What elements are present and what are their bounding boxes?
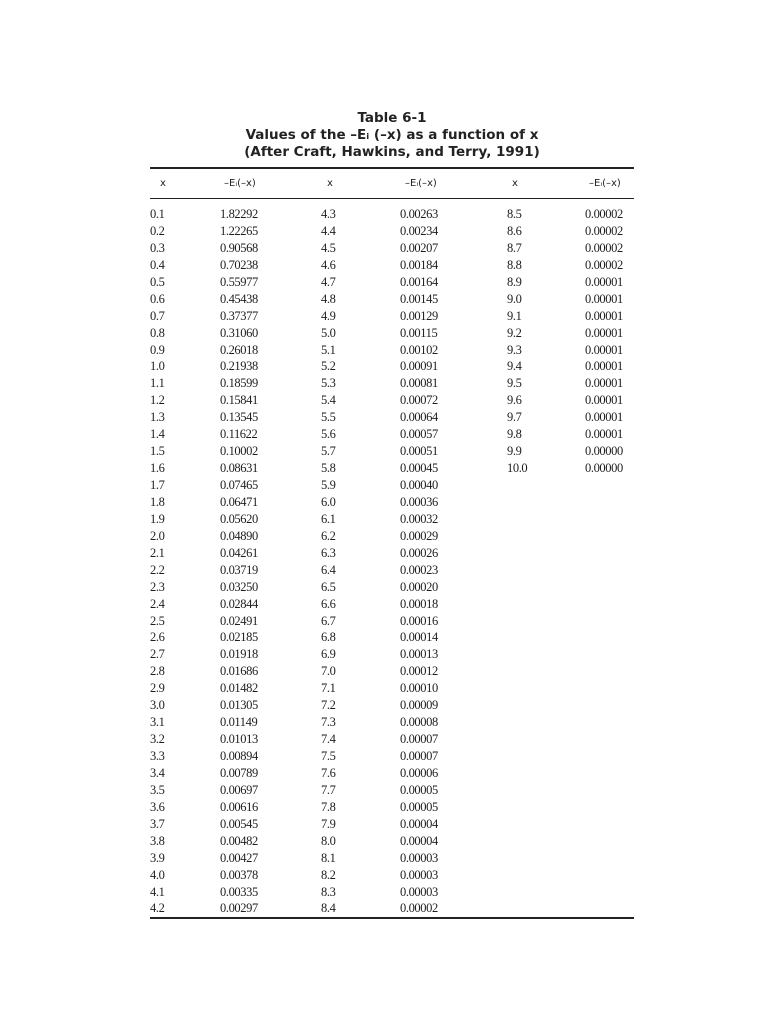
x-cell: 3.5: [150, 782, 165, 797]
x-cell: 2.1: [150, 545, 165, 560]
ei-value-cell: 0.08631: [220, 461, 258, 476]
ei-value-cell: 0.00000: [585, 444, 623, 459]
ei-value-cell: 0.00234: [400, 223, 438, 238]
ei-value-cell: 0.00004: [400, 816, 438, 831]
x-cell: 6.3: [321, 545, 336, 560]
x-cell: 9.8: [507, 427, 522, 442]
ei-value-cell: 0.00008: [400, 715, 438, 730]
x-cell: 3.8: [150, 833, 165, 848]
ei-value-cell: 0.00789: [220, 765, 258, 780]
x-cell: 5.1: [321, 342, 336, 357]
x-cell: 2.2: [150, 562, 165, 577]
ei-value-cell: 0.02844: [220, 596, 258, 611]
x-cell: 2.3: [150, 579, 165, 594]
ei-value-cell: 0.00297: [220, 901, 258, 916]
x-cell: 7.5: [321, 749, 336, 763]
ei-value-cell: 0.00032: [400, 511, 438, 526]
ei-value-cell: 0.00002: [400, 901, 438, 916]
ei-value-cell: 0.00010: [400, 681, 438, 696]
ei-value-cell: 0.11622: [220, 427, 258, 442]
ei-value-cell: 1.22265: [220, 223, 258, 238]
x-cell: 6.6: [321, 596, 336, 611]
ei-value-cell: 0.03250: [220, 579, 258, 594]
ei-value-cell: 0.00378: [220, 867, 258, 882]
column-ei-3: [585, 206, 623, 477]
x-cell: 2.0: [150, 528, 165, 543]
ei-value-cell: 0.04890: [220, 528, 258, 543]
x-cell: 0.8: [150, 325, 165, 340]
x-cell: 8.2: [321, 867, 336, 882]
x-cell: 5.8: [321, 461, 336, 476]
ei-value-cell: 0.01149: [220, 715, 258, 730]
x-cell: 3.4: [150, 765, 165, 780]
x-cell: 5.7: [321, 444, 336, 459]
x-cell: 6.4: [321, 562, 336, 577]
ei-value-cell: 0.00040: [400, 478, 438, 492]
ei-value-cell: 0.00036: [400, 494, 438, 509]
x-cell: 1.0: [150, 359, 165, 374]
x-cell: 1.7: [150, 478, 165, 492]
ei-value-cell: 0.00482: [220, 833, 258, 848]
ei-value-cell: 0.00545: [220, 816, 258, 831]
x-cell: 7.3: [321, 715, 336, 730]
ei-value-cell: 1.82292: [220, 207, 258, 221]
ei-value-cell: 0.37377: [220, 308, 258, 323]
ei-value-cell: 0.26018: [220, 342, 258, 357]
x-cell: 5.5: [321, 410, 336, 425]
ei-value-cell: 0.05620: [220, 511, 258, 526]
x-cell: 4.8: [321, 291, 336, 306]
column-ei-2: [400, 206, 438, 917]
ei-value-cell: 0.00002: [585, 207, 623, 221]
ei-value-cell: 0.04261: [220, 545, 258, 560]
ei-value-cell: 0.00020: [400, 579, 438, 594]
x-cell: 3.9: [150, 850, 165, 865]
ei-value-cell: 0.00005: [400, 782, 438, 797]
ei-value-cell: 0.00145: [400, 291, 438, 306]
ei-value-cell: 0.00001: [585, 308, 623, 323]
x-cell: 4.7: [321, 274, 336, 289]
ei-value-cell: 0.13545: [220, 410, 258, 425]
ei-value-cell: 0.00057: [400, 427, 438, 442]
ei-value-cell: 0.00081: [400, 376, 438, 391]
x-cell: 9.1: [507, 308, 522, 323]
ei-value-cell: 0.00002: [585, 257, 623, 272]
ei-value-cell: 0.00001: [585, 410, 623, 425]
ei-value-cell: 0.00001: [585, 291, 623, 306]
header-ei-3: –Eᵢ(–x): [589, 178, 621, 189]
ei-value-cell: 0.00001: [585, 359, 623, 374]
x-cell: 6.1: [321, 511, 336, 526]
ei-value-cell: 0.00026: [400, 545, 438, 560]
ei-value-cell: 0.00003: [400, 884, 438, 899]
ei-value-cell: 0.18599: [220, 376, 258, 391]
x-cell: 9.2: [507, 325, 522, 340]
ei-value-cell: 0.10002: [220, 444, 258, 459]
x-cell: 9.5: [507, 376, 522, 391]
x-cell: 3.2: [150, 732, 165, 747]
x-cell: 5.9: [321, 478, 336, 492]
x-cell: 8.0: [321, 833, 336, 848]
x-cell: 7.1: [321, 681, 336, 696]
ei-value-cell: 0.00894: [220, 749, 258, 763]
ei-value-cell: 0.00004: [400, 833, 438, 848]
x-cell: 4.3: [321, 207, 336, 221]
ei-value-cell: 0.00002: [585, 240, 623, 255]
x-cell: 9.4: [507, 359, 522, 374]
x-cell: 7.8: [321, 799, 336, 814]
ei-value-cell: 0.00007: [400, 732, 438, 747]
ei-value-cell: 0.00115: [400, 325, 438, 340]
ei-value-cell: 0.02185: [220, 630, 258, 645]
x-cell: 5.4: [321, 393, 336, 408]
table-top-rule: [150, 167, 634, 169]
x-cell: 8.3: [321, 884, 336, 899]
x-cell: 8.8: [507, 257, 522, 272]
ei-value-cell: 0.70238: [220, 257, 258, 272]
ei-value-cell: 0.00427: [220, 850, 258, 865]
column-x-2: [321, 206, 335, 917]
ei-value-cell: 0.00001: [585, 393, 623, 408]
x-cell: 7.6: [321, 765, 336, 780]
ei-value-cell: 0.00001: [585, 325, 623, 340]
ei-value-cell: 0.00072: [400, 393, 438, 408]
x-cell: 1.3: [150, 410, 165, 425]
x-cell: 4.2: [150, 901, 165, 916]
ei-value-cell: 0.00002: [585, 223, 623, 238]
x-cell: 9.6: [507, 393, 522, 408]
ei-value-cell: 0.00129: [400, 308, 438, 323]
ei-value-cell: 0.00005: [400, 799, 438, 814]
x-cell: 5.2: [321, 359, 336, 374]
x-cell: 1.1: [150, 376, 165, 391]
table-title: Table 6-1: [357, 110, 427, 126]
x-cell: 4.1: [150, 884, 165, 899]
table-bottom-rule: [150, 917, 634, 919]
x-cell: 5.6: [321, 427, 336, 442]
x-cell: 7.4: [321, 732, 336, 747]
x-cell: 4.4: [321, 223, 336, 238]
ei-value-cell: 0.90568: [220, 240, 258, 255]
x-cell: 4.0: [150, 867, 165, 882]
x-cell: 5.0: [321, 325, 336, 340]
column-ei-1: [220, 206, 258, 917]
ei-value-cell: 0.01482: [220, 681, 258, 696]
ei-value-cell: 0.00014: [400, 630, 438, 645]
x-cell: 7.9: [321, 816, 336, 831]
ei-value-cell: 0.00091: [400, 359, 438, 374]
x-cell: 0.1: [150, 207, 165, 221]
ei-value-cell: 0.00207: [400, 240, 438, 255]
x-cell: 4.5: [321, 240, 336, 255]
ei-value-cell: 0.00023: [400, 562, 438, 577]
ei-value-cell: 0.00697: [220, 782, 258, 797]
ei-value-cell: 0.00000: [585, 461, 623, 476]
ei-value-cell: 0.00013: [400, 647, 438, 662]
header-ei-1: –Eᵢ(–x): [224, 178, 256, 189]
ei-value-cell: 0.00001: [585, 427, 623, 442]
ei-value-cell: 0.00102: [400, 342, 438, 357]
ei-value-cell: 0.15841: [220, 393, 258, 408]
x-cell: 2.6: [150, 630, 165, 645]
x-cell: 6.8: [321, 630, 336, 645]
x-cell: 1.8: [150, 494, 165, 509]
x-cell: 10.0: [507, 461, 528, 476]
x-cell: 3.1: [150, 715, 165, 730]
ei-value-cell: 0.00003: [400, 867, 438, 882]
ei-value-cell: 0.00029: [400, 528, 438, 543]
ei-value-cell: 0.00016: [400, 613, 438, 628]
header-x-1: x: [160, 178, 166, 189]
column-x-3: [507, 206, 527, 477]
x-cell: 0.2: [150, 223, 165, 238]
ei-value-cell: 0.03719: [220, 562, 258, 577]
header-ei-2: –Eᵢ(–x): [405, 178, 437, 189]
ei-value-cell: 0.00616: [220, 799, 258, 814]
ei-value-cell: 0.01918: [220, 647, 258, 662]
ei-value-cell: 0.00263: [400, 207, 438, 221]
x-cell: 2.7: [150, 647, 165, 662]
column-x-1: [150, 206, 164, 917]
x-cell: 9.9: [507, 444, 522, 459]
ei-value-cell: 0.21938: [220, 359, 258, 374]
ei-value-cell: 0.00064: [400, 410, 438, 425]
ei-value-cell: 0.01305: [220, 698, 258, 713]
x-cell: 0.5: [150, 274, 165, 289]
table-source: (After Craft, Hawkins, and Terry, 1991): [244, 144, 540, 160]
ei-value-cell: 0.07465: [220, 478, 258, 492]
x-cell: 2.8: [150, 664, 165, 679]
x-cell: 6.9: [321, 647, 336, 662]
x-cell: 8.6: [507, 223, 522, 238]
ei-value-cell: 0.00051: [400, 444, 438, 459]
ei-value-cell: 0.01686: [220, 664, 258, 679]
x-cell: 0.7: [150, 308, 165, 323]
table-header-rule: [150, 198, 634, 199]
x-cell: 9.3: [507, 342, 522, 357]
x-cell: 6.2: [321, 528, 336, 543]
x-cell: 1.5: [150, 444, 165, 459]
x-cell: 3.6: [150, 799, 165, 814]
x-cell: 5.3: [321, 376, 336, 391]
x-cell: 4.6: [321, 257, 336, 272]
ei-value-cell: 0.00164: [400, 274, 438, 289]
ei-value-cell: 0.00009: [400, 698, 438, 713]
x-cell: 8.1: [321, 850, 336, 865]
ei-value-cell: 0.02491: [220, 613, 258, 628]
ei-value-cell: 0.06471: [220, 494, 258, 509]
x-cell: 9.7: [507, 410, 522, 425]
x-cell: 6.7: [321, 613, 336, 628]
x-cell: 0.3: [150, 240, 165, 255]
table-subtitle: Values of the –Eᵢ (–x) as a function of x: [245, 127, 539, 143]
x-cell: 1.2: [150, 393, 165, 408]
x-cell: 7.7: [321, 782, 336, 797]
x-cell: 0.4: [150, 257, 165, 272]
x-cell: 1.4: [150, 427, 165, 442]
ei-value-cell: 0.01013: [220, 732, 258, 747]
ei-value-cell: 0.00335: [220, 884, 258, 899]
x-cell: 2.4: [150, 596, 165, 611]
x-cell: 9.0: [507, 291, 522, 306]
ei-value-cell: 0.31060: [220, 325, 258, 340]
x-cell: 7.2: [321, 698, 336, 713]
x-cell: 6.5: [321, 579, 336, 594]
x-cell: 8.4: [321, 901, 336, 916]
ei-value-cell: 0.00001: [585, 274, 623, 289]
x-cell: 6.0: [321, 494, 336, 509]
x-cell: 1.9: [150, 511, 165, 526]
x-cell: 2.5: [150, 613, 165, 628]
ei-value-cell: 0.00001: [585, 342, 623, 357]
ei-value-cell: 0.00184: [400, 257, 438, 272]
x-cell: 2.9: [150, 681, 165, 696]
x-cell: 8.7: [507, 240, 522, 255]
x-cell: 4.9: [321, 308, 336, 323]
x-cell: 1.6: [150, 461, 165, 476]
ei-value-cell: 0.00012: [400, 664, 438, 679]
ei-value-cell: 0.00006: [400, 765, 438, 780]
x-cell: 8.9: [507, 274, 522, 289]
x-cell: 3.0: [150, 698, 165, 713]
ei-value-cell: 0.00045: [400, 461, 438, 476]
x-cell: 0.9: [150, 342, 165, 357]
ei-value-cell: 0.00003: [400, 850, 438, 865]
ei-value-cell: 0.45438: [220, 291, 258, 306]
ei-value-cell: 0.55977: [220, 274, 258, 289]
table-caption: [150, 110, 634, 161]
x-cell: 7.0: [321, 664, 336, 679]
ei-value-cell: 0.00007: [400, 749, 438, 763]
ei-value-cell: 0.00018: [400, 596, 438, 611]
x-cell: 0.6: [150, 291, 165, 306]
x-cell: 3.7: [150, 816, 165, 831]
header-x-3: x: [512, 178, 518, 189]
ei-value-cell: 0.00001: [585, 376, 623, 391]
x-cell: 8.5: [507, 207, 522, 221]
header-x-2: x: [327, 178, 333, 189]
x-cell: 3.3: [150, 749, 165, 763]
